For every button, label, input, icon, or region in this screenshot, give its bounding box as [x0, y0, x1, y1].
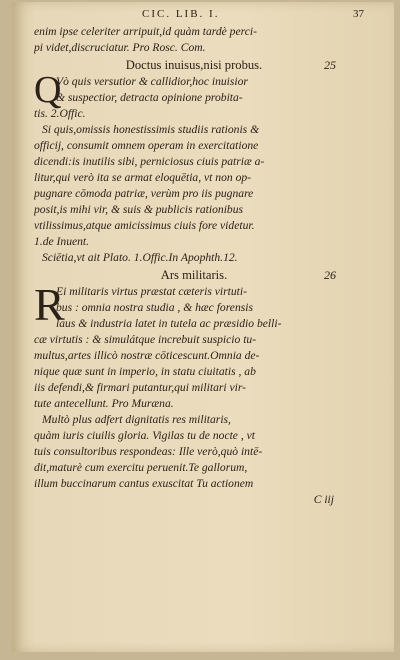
- running-header: [34, 8, 364, 24]
- text-line: Multò plus adfert dignitatis res militaris,: [42, 413, 231, 426]
- text-line: quàm iuris ciuilis gloria. Vigilas tu de nocte , vt: [34, 429, 256, 442]
- text-line: posit,is mihi vir, & suis & publicis rationibus: [34, 203, 244, 216]
- section-heading: [34, 56, 354, 74]
- text-line: 1.de Inuent.: [34, 235, 90, 248]
- page-body: [34, 24, 354, 508]
- text-line: tute antecellunt. Pro Muræna.: [34, 397, 174, 410]
- section-number: 25: [324, 58, 336, 72]
- text-line: bus : omnia nostra studia , & hæc forensis: [56, 301, 253, 314]
- text-line: enim ipse celeriter arripuit,id quàm tardè perci-: [34, 25, 257, 38]
- book-page: [12, 2, 394, 652]
- dropcap-paragraph: [34, 69, 354, 111]
- section-heading-text: Ars militaris.: [160, 268, 228, 282]
- text-line: dicendi:is inutilis sibi, perniciosus ciuis patriæ a-: [34, 155, 265, 168]
- text-line: cæ virtutis : & simulátque increbuit suspicio tu-: [34, 333, 257, 346]
- dropcap-paragraph: [34, 279, 354, 332]
- drop-capital: R: [34, 279, 65, 330]
- text-line: tuis consultoribus respondeas: Ille verò,quò intē-: [34, 445, 263, 458]
- page-number: 37: [353, 8, 364, 20]
- text-line: iis defendi,& firmari putantur,qui militari vir-: [34, 381, 247, 394]
- section-heading-text: Doctus inuisus,nisi probus.: [125, 58, 263, 72]
- text-line: tis. 2.Offic.: [34, 107, 86, 120]
- text-line: Ei militaris virtus præstat cæteris virtuti-: [56, 285, 247, 298]
- text-line: multus,artes illicò nostræ cōticescunt.Omnia de-: [34, 349, 260, 362]
- text-line: Vò quis versutior & callidior,hoc inuisior: [56, 75, 248, 88]
- signature-mark: C iij: [313, 493, 334, 506]
- drop-capital: Q: [34, 69, 62, 111]
- text-line: vtilissimus,atque amicissimus ciuis fore videtur.: [34, 219, 255, 232]
- text-line: dit,maturè cum exercitu peruenit.Te gallorum,: [34, 461, 248, 474]
- text-line: laus & industria latet in tutela ac præsidio belli-: [56, 317, 282, 330]
- text-line: officij, consumit omnem operam in exercitatione: [34, 139, 259, 152]
- text-line: pugnare cōmoda patriæ, verùm pro iis pugnare: [34, 187, 254, 200]
- text-line: nique quæ sunt in imperio, in statu ciuitatis , ab: [34, 365, 256, 378]
- text-line: pi videt,discruciatur. Pro Rosc. Com.: [34, 41, 206, 54]
- text-line: illum buccinarum cantus exuscitat Tu actionem: [34, 477, 254, 490]
- running-title: CIC. LIB. I.: [142, 8, 220, 20]
- text-line: Si quis,omissis honestissimis studiis rationis &: [42, 123, 260, 136]
- text-line: Sciētia,vt ait Plato. 1.Offic.In Apophth.12.: [42, 251, 238, 264]
- section-heading: [34, 266, 354, 284]
- text-line: litur,qui verò ita se armat eloquētia, vt non op-: [34, 171, 252, 184]
- text-line: & suspectior, detracta opinione probita-: [56, 91, 243, 104]
- section-number: 26: [324, 268, 336, 282]
